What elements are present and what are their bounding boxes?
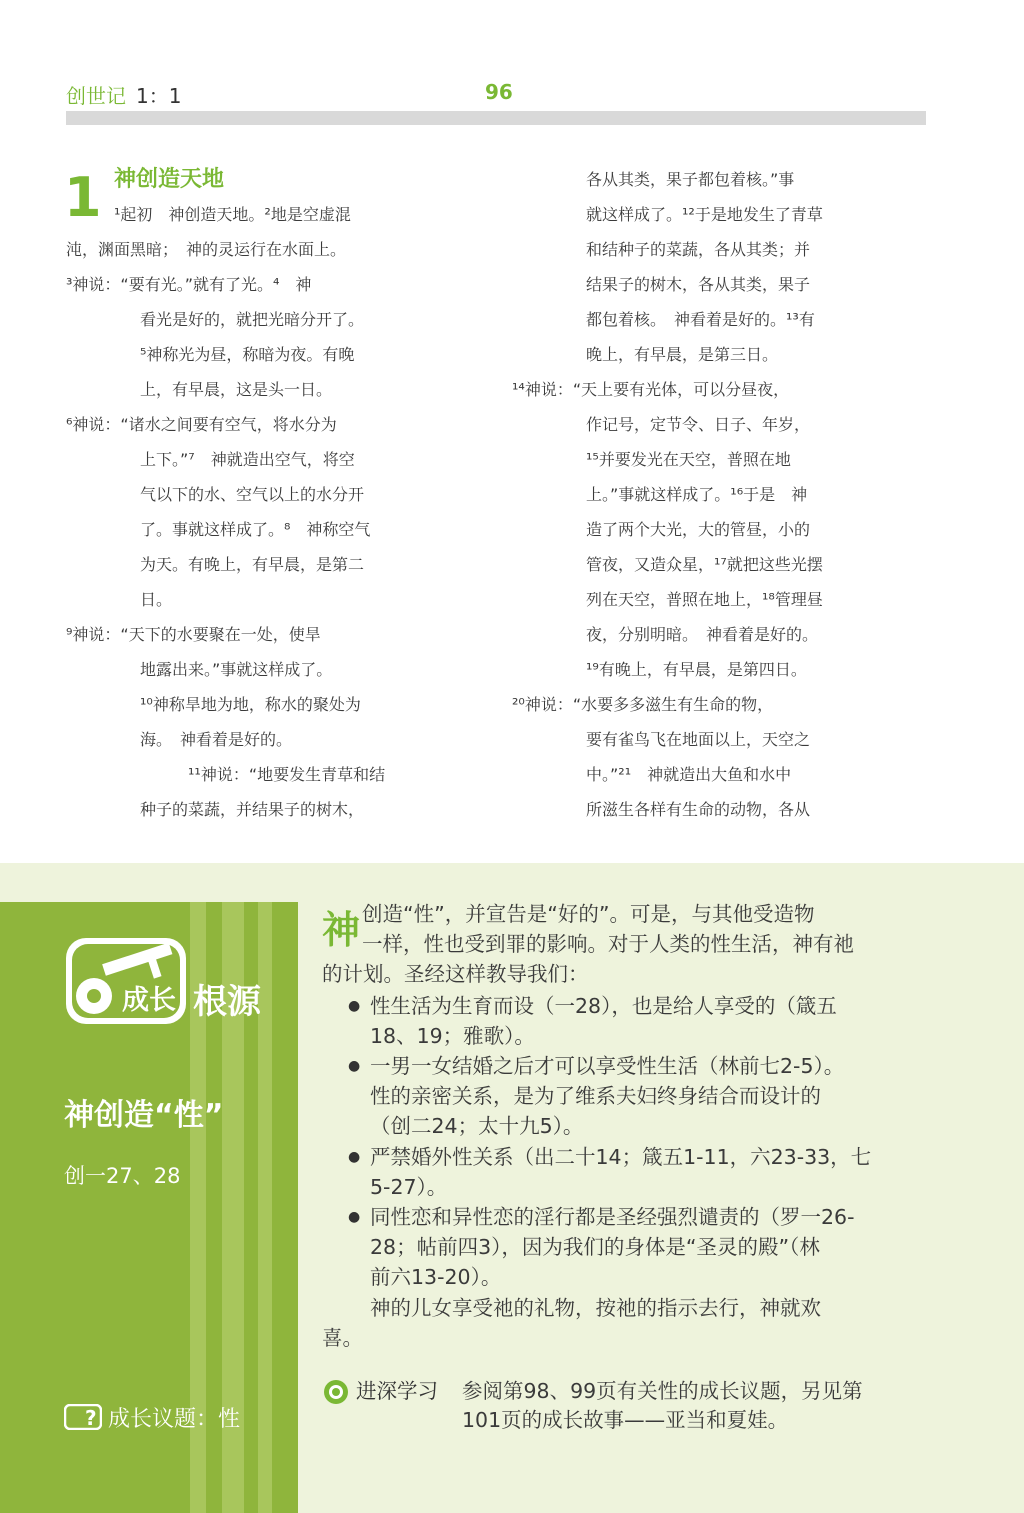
right-line: 要有雀鸟飞在地面以上，天空之 [586,730,811,749]
right-line: 造了两个大光，大的管昼，小的 [586,520,811,539]
box-text-line: 一男一女结婚之后才可以享受性生活（林前七2-5）。 [370,1054,845,1078]
header-divider [66,111,926,125]
left-line: ⁵神称光为昼，称暗为夜。有晚 [140,345,355,364]
box-text-line: 性生活为生育而设（一28），也是给人享受的（箴五 [370,994,837,1018]
left-line: 了。事就这样成了。⁸ 神称空气 [140,520,371,539]
further-study-text: 101页的成长故事——亚当和夏娃。 [462,1408,789,1432]
right-line: 晚上，有早晨，是第三日。 [586,345,779,364]
left-line: ¹起初 神创造天地。²地是空虚混 [114,205,351,224]
left-line: 海。 神看着是好的。 [140,730,293,749]
box-text-line: 性的亲密关系，是为了维系夫妇终身结合而设计的 [370,1084,821,1108]
left-line: 上下。”⁷ 神就造出空气，将空 [140,450,355,469]
box-text-line: 5-27）。 [370,1175,448,1199]
box-title: 神创造“性” [64,1098,224,1133]
left-line: 看光是好的，就把光暗分开了。 [140,310,365,329]
left-line: 为天。有晚上，有早晨，是第二 [140,555,365,574]
chapter-verse-ref: 1：1 [136,84,182,108]
right-line: 夜，分别明暗。 神看着是好的。 [586,625,819,644]
book-title: 创世记 [66,84,126,108]
box-text-line: （创二24；太十九5）。 [370,1114,584,1138]
right-line: 管夜，又造众星，¹⁷就把这些光摆 [586,555,823,574]
box-text-line: 的计划。圣经这样教导我们： [322,962,589,986]
page-number: 96 [485,80,513,104]
left-line: 日。 [140,590,173,609]
box-text-line: 创造“性”，并宣告是“好的”。可是，与其他受造物 [362,902,815,926]
left-line: 地露出来。”事就这样成了。 [140,660,333,679]
right-line: 结果子的树木，各从其类，果子 [586,275,811,294]
right-line: 作记号，定节令、日子、年岁， [586,415,811,434]
right-line: 列在天空，普照在地上，¹⁸管理昼 [586,590,823,609]
right-line: ¹⁴神说：“天上要有光体，可以分昼夜， [512,380,790,399]
right-line: ¹⁵并要发光在天空，普照在地 [586,450,791,469]
left-line: ¹¹神说：“地要发生青草和结 [188,765,386,784]
box-text-line: 18、19；雅歌）。 [370,1024,535,1048]
box-text-line: 28；帖前四3），因为我们的身体是“圣灵的殿”（林 [370,1235,820,1259]
growth-topic-label: 成长议题：性 [108,1407,241,1432]
box-scripture-ref: 创一27、28 [64,1164,181,1188]
drop-cap: 神 [322,908,361,952]
bullet: ● [348,998,361,1014]
left-line: ¹⁰神称旱地为地，称水的聚处为 [140,695,361,714]
right-line: ²⁰神说：“水要多多滋生有生命的物， [512,695,774,714]
right-line: 都包着核。 神看着是好的。¹³有 [586,310,815,329]
left-line: 气以下的水、空气以上的水分开 [140,485,365,504]
right-line: ¹⁹有晚上，有早晨，是第四日。 [586,660,807,679]
further-study-text: 参阅第98、99页有关性的成长议题，另见第 [462,1379,863,1403]
svg-text:?: ? [85,1406,97,1430]
box-text-line: 一样，性也受到罪的影响。对于人类的性生活，神有祂 [362,932,854,956]
box-text-line: 神的儿女享受祂的礼物，按祂的指示去行，神就欢 [370,1296,821,1320]
right-line: 所滋生各样有生命的动物，各从 [586,800,811,819]
left-line: ⁹神说：“天下的水要聚在一处，使旱 [66,625,321,644]
chapter-number: 1 [64,166,102,229]
box-text-line: 前六13-20）。 [370,1265,502,1289]
box-text-line: 严禁婚外性关系（出二十14；箴五1-11，六23-33，七 [370,1145,872,1169]
box-text-line: 喜。 [322,1326,363,1350]
right-line: 中。”²¹ 神就造出大鱼和水中 [586,765,792,784]
section-title: 神创造天地 [114,167,225,192]
bullet: ● [348,1058,361,1074]
further-study-label: 进深学习 [356,1379,438,1403]
bullet: ● [348,1209,361,1225]
bullet: ● [348,1149,361,1165]
question-icon [64,1404,102,1430]
left-line: 沌，渊面黑暗； 神的灵运行在水面上。 [66,240,347,259]
right-line: 就这样成了。¹²于是地发生了青草 [586,205,823,224]
right-line: 各从其类，果子都包着核。”事 [586,170,795,189]
left-line: ⁶神说：“诸水之间要有空气，将水分为 [66,415,337,434]
right-line: 和结种子的菜蔬，各从其类；并 [586,240,811,259]
logo-word-growth: 成长 [122,985,176,1016]
logo-word-roots: 根源 [193,982,261,1022]
box-text-line: 同性恋和异性恋的淫行都是圣经强烈谴责的（罗一26- [370,1205,855,1229]
book-name [66,80,181,109]
right-line: 上。”事就这样成了。¹⁶于是 神 [586,485,808,504]
left-line: ³神说：“要有光。”就有了光。⁴ 神 [66,275,312,294]
left-line: 上，有早晨，这是头一日。 [140,380,333,399]
target-icon [323,1379,349,1405]
left-line: 种子的菜蔬，并结果子的树木， [140,800,365,819]
